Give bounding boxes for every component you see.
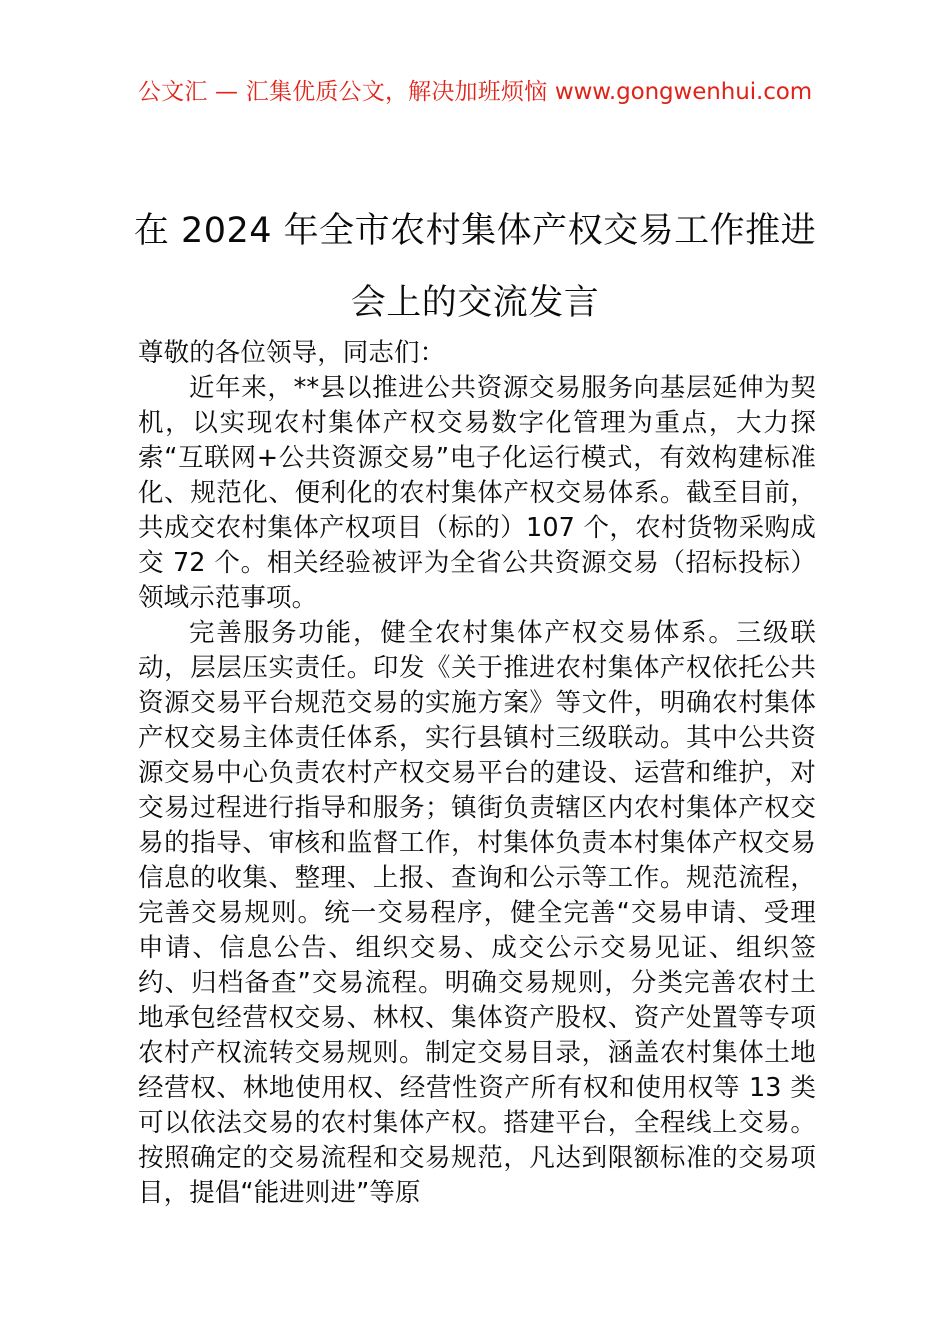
watermark-slogan: 公文汇 — 汇集优质公文，解决加班烦恼 — [137, 79, 555, 105]
document-body — [138, 336, 816, 1211]
salutation-line: 尊敬的各位领导，同志们： — [138, 338, 446, 368]
site-watermark-header — [0, 78, 950, 106]
body-paragraph-1: 近年来，**县以推进公共资源交易服务向基层延伸为契机，以实现农村集体产权交易数字化管理为重点，大力探索“互联网+公共资源交易”电子化运行模式，有效构建标准化、规范化、便利化的农村集体产权交易体系。截至目前，共成交农村集体产权项目（标的）107 个，农村货物采购成交 72 个。相关经验被评为全省公共资源交易（招标投标）领域示范事项。 — [138, 373, 816, 613]
body-paragraph-2: 完善服务功能，健全农村集体产权交易体系。三级联动，层层压实责任。印发《关于推进农村集体产权依托公共资源交易平台规范交易的实施方案》等文件，明确农村集体产权交易主体责任体系，实行县镇村三级联动。其中公共资源交易中心负责农村产权交易平台的建设、运营和维护，对交易过程进行指导和服务；镇街负责辖区内农村集体产权交易的指导、审核和监督工作，村集体负责本村集体产权交易信息的收集、整理、上报、查询和公示等工作。规范流程，完善交易规则。统一交易程序，健全完善“交易申请、受理申请、信息公告、组织交易、成交公示交易见证、组织签约、归档备查”交易流程。明确交易规则，分类完善农村土地承包经营权交易、林权、集体资产股权、资产处置等专项农村产权流转交易规则。制定交易目录，涵盖农村集体土地经营权、林地使用权、经营性资产所有权和使用权等 13 类可以依法交易的农村集体产权。搭建平台，全程线上交易。按照确定的交易流程和交易规范，凡达到限额标准的交易项目，提倡“能进则进”等原 — [138, 618, 816, 1208]
document-title: 在 2024 年全市农村集体产权交易工作推进会上的交流发言 — [133, 211, 817, 324]
watermark-url: www.gongwenhui.com — [554, 79, 813, 105]
